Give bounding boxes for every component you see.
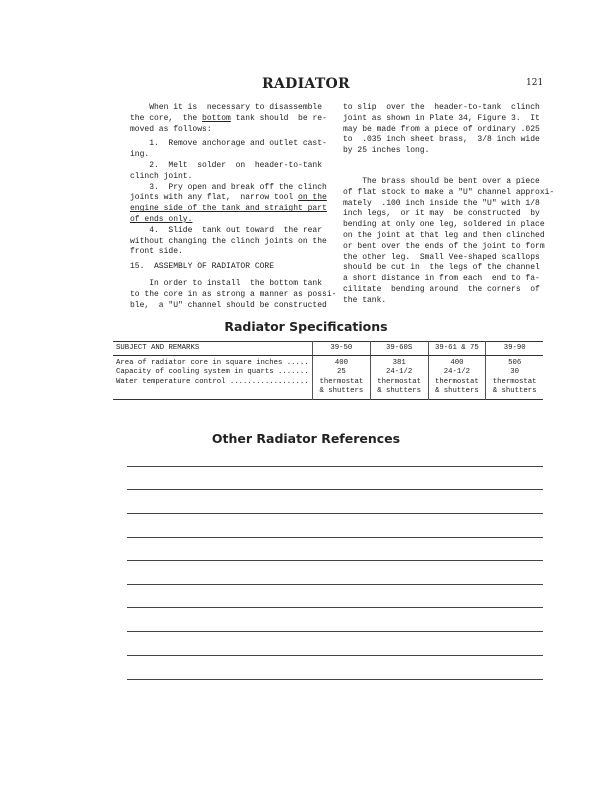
- column-header: 39-61 & 75: [428, 342, 486, 356]
- text-line: moved as follows:: [130, 124, 212, 134]
- value-cell: 400 25 thermostat & shutters: [313, 356, 371, 400]
- references-title: Other Radiator References: [211, 431, 401, 446]
- right-column: [343, 103, 554, 307]
- step-2: [130, 161, 336, 183]
- text-line: The brass should be bent over a piece: [362, 176, 540, 186]
- reference-line: [127, 655, 543, 656]
- text-line: 2. Melt solder on header-to-tank: [149, 160, 323, 170]
- reference-line: [127, 679, 543, 680]
- text-line: 4. Slide tank out toward the rear: [149, 225, 323, 235]
- reference-line: [127, 560, 543, 561]
- column-header: 39-90: [486, 342, 543, 356]
- value-cell: 506 30 thermostat & shutters: [486, 356, 543, 400]
- reference-line: [127, 513, 543, 514]
- paragraph-intro: [130, 103, 336, 135]
- column-header: 39-50: [313, 342, 371, 356]
- reference-line: [127, 631, 543, 632]
- step-4: [130, 226, 336, 258]
- reference-line: [127, 466, 543, 467]
- text-line: to .035 inch sheet brass, 3/8 inch wide: [343, 135, 540, 145]
- text-line: by 25 inches long.: [343, 146, 430, 156]
- text-underlined: on the: [298, 193, 327, 203]
- text-line: a short distance in from each end to fa-: [343, 274, 540, 284]
- paragraph-brass: [343, 177, 554, 307]
- text-line: to slip over the header-to-tank clinch: [343, 103, 540, 112]
- specs-title: Radiator Specifications: [224, 319, 388, 334]
- text-line: to the core in as strong a manner as possi-: [130, 289, 337, 299]
- subject-cell: Area of radiator core in square inches ..... Capacity of cooling system in quarts ....... Water temperature control ..................: [116, 359, 309, 386]
- left-column: [130, 103, 336, 311]
- value-cell: 381 24-1/2 thermostat & shutters: [370, 356, 428, 400]
- text-line: ble, a "U" channel should be constructed: [130, 300, 327, 310]
- text-line: 1. Remove anchorage and outlet cast-: [149, 139, 327, 149]
- section-heading: 15. ASSEMBLY OF RADIATOR CORE: [130, 262, 275, 272]
- text-line: bending at only one leg, soldered in place: [343, 220, 545, 230]
- page-title: RADIATOR: [262, 76, 350, 92]
- text-line: tank should be re-: [230, 113, 327, 123]
- text-line: front side.: [130, 247, 183, 257]
- text-line: the other leg. Small Vee-shaped scallops: [343, 252, 540, 262]
- text-line: may be made from a piece of ordinary .025: [343, 124, 540, 134]
- specs-table: [113, 341, 543, 400]
- text-line: joints with any flat, narrow tool: [130, 193, 299, 203]
- table-row: [113, 356, 543, 400]
- text-line: joint as shown in Plate 34, Figure 3. It: [343, 113, 540, 123]
- table-header-row: [113, 342, 543, 356]
- text-underlined: bottom: [202, 113, 231, 123]
- paragraph-channel: [343, 103, 554, 157]
- text-line: mately .100 inch inside the "U" with 1/8: [343, 198, 540, 208]
- text-line: In order to install the bottom tank: [149, 278, 323, 288]
- text-underlined: engine side of the tank and straight part: [130, 204, 327, 214]
- text-line: 3. Pry open and break off the clinch: [149, 182, 327, 192]
- text-line: the tank.: [343, 295, 387, 305]
- reference-line: [127, 537, 543, 538]
- text-line: should be cut in the legs of the channel: [343, 263, 540, 273]
- step-3: [130, 183, 336, 226]
- text-line: the core, the: [130, 113, 203, 123]
- text-line: on the joint at that leg and then clinched: [343, 230, 545, 240]
- step-1: [130, 139, 336, 161]
- value-cell: 400 24-1/2 thermostat & shutters: [428, 356, 486, 400]
- page-number: 121: [526, 78, 544, 88]
- paragraph-assembly: [130, 279, 336, 311]
- text-line: without changing the clinch joints on the: [130, 236, 327, 246]
- reference-line: [127, 607, 543, 608]
- column-header: 39-60S: [370, 342, 428, 356]
- text-line: clinch joint.: [130, 171, 193, 181]
- text-underlined: of ends only.: [130, 214, 193, 224]
- text-line: of flat stock to make a "U" channel approxi-: [343, 187, 555, 197]
- text-line: or bent over the ends of the joint to form: [343, 241, 545, 251]
- text-line: inch legs, or it may be constructed by: [343, 209, 540, 219]
- text-line: When it is necessary to disassemble: [149, 103, 323, 112]
- column-header: SUBJECT AND REMARKS: [113, 342, 313, 356]
- text-line: cilitate bending around the corners of: [343, 284, 540, 294]
- reference-line: [127, 584, 543, 585]
- reference-line: [127, 489, 543, 490]
- text-line: ing.: [130, 150, 150, 160]
